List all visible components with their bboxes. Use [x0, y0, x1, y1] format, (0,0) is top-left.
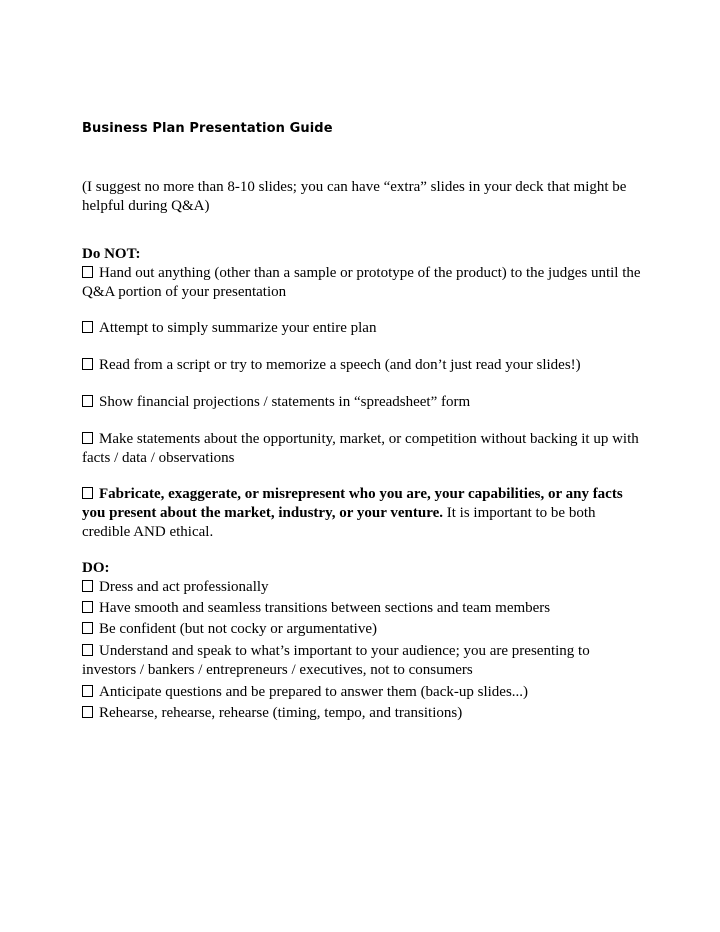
- do-not-item: Show financial projections / statements in “spreadsheet” form: [82, 393, 642, 412]
- do-not-item: Make statements about the opportunity, market, or competition without backing it up with facts / data / observations: [82, 431, 639, 466]
- do-not-item: Attempt to simply summarize your entire plan: [82, 319, 642, 338]
- checkbox-bullet-icon: [82, 622, 93, 634]
- checkbox-bullet-icon: [82, 321, 93, 333]
- do-not-heading: Do NOT:: [82, 246, 141, 262]
- do-item: Anticipate questions and be prepared to answer them (back-up slides...): [82, 682, 642, 703]
- checkbox-bullet-icon: [82, 432, 93, 444]
- checkbox-bullet-icon: [82, 706, 93, 718]
- intro-paragraph: (I suggest no more than 8-10 slides; you can have “extra” slides in your deck that might be helpful during Q&A): [82, 179, 627, 214]
- do-item: Understand and speak to what’s important to your audience; you are presenting to investors / bankers / entrepreneurs / executives, not to consumers: [82, 643, 590, 678]
- do-list: [82, 577, 642, 724]
- do-item: Dress and act professionally: [82, 577, 642, 598]
- document-title: Business Plan Presentation Guide: [82, 121, 333, 136]
- do-item: Have smooth and seamless transitions between sections and team members: [82, 598, 642, 619]
- do-not-item: Hand out anything (other than a sample or prototype of the product) to the judges until the Q&A portion of your presentation: [82, 265, 641, 300]
- emphasis-text: Fabricate, exaggerate, or misrepresent who you are, your capabilities, or any facts you present about the market, industry, or your venture.: [82, 486, 623, 521]
- do-item: Rehearse, rehearse, rehearse (timing, tempo, and transitions): [82, 703, 642, 724]
- do-heading: DO:: [82, 560, 110, 576]
- checkbox-bullet-icon: [82, 580, 93, 592]
- checkbox-bullet-icon: [82, 644, 93, 656]
- checkbox-bullet-icon: [82, 395, 93, 407]
- do-not-item: Fabricate, exaggerate, or misrepresent who you are, your capabilities, or any facts you present about the market, industry, or your venture. It is important to be both credible AND ethical.: [82, 486, 623, 540]
- checkbox-bullet-icon: [82, 487, 93, 499]
- do-item: Be confident (but not cocky or argumentative): [82, 619, 642, 640]
- checkbox-bullet-icon: [82, 358, 93, 370]
- checkbox-bullet-icon: [82, 601, 93, 613]
- checkbox-bullet-icon: [82, 685, 93, 697]
- do-not-item: Read from a script or try to memorize a speech (and don’t just read your slides!): [82, 356, 642, 375]
- checkbox-bullet-icon: [82, 266, 93, 278]
